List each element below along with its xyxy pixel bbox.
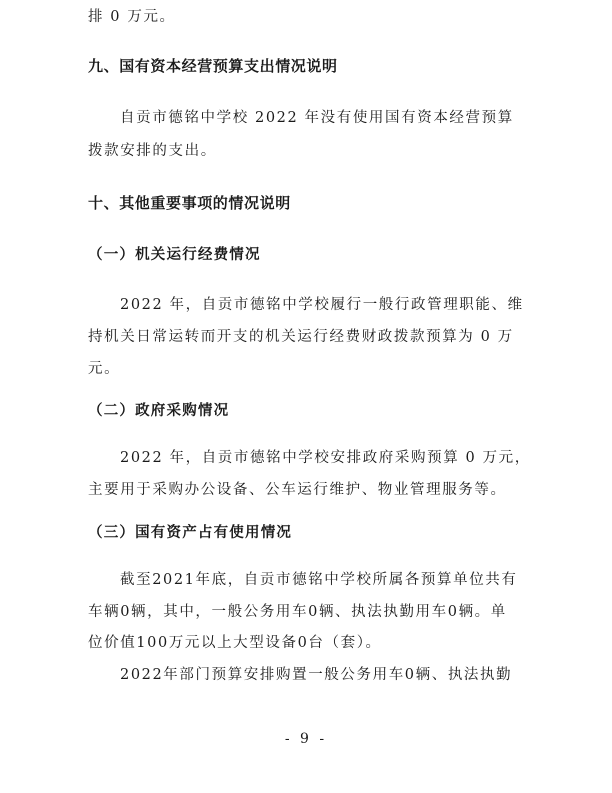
body-text-line: 位价值100万元以上大型设备0台（套）。: [88, 635, 382, 651]
body-text-line: 主要用于采购办公设备、公车运行维护、物业管理服务等。: [88, 482, 507, 498]
body-text-line: 拨款安排的支出。: [88, 143, 217, 159]
subsection-heading-3: （三）国有资产占有使用情况: [88, 525, 293, 541]
subsection-heading-2: （二）政府采购情况: [88, 403, 230, 419]
body-text-line: 车辆0辆，其中，一般公务用车0辆、执法执勤用车0辆。单: [88, 604, 507, 620]
body-text-line: 2022 年，自贡市德铭中学校履行一般行政管理职能、维: [120, 297, 524, 313]
subsection-heading-1: （一）机关运行经费情况: [88, 247, 261, 263]
body-text-line: 元。: [88, 361, 121, 377]
body-text-line: 2022 年，自贡市德铭中学校安排政府采购预算 0 万元，: [120, 450, 531, 466]
body-text-line: 截至2021年底，自贡市德铭中学校所属各预算单位共有: [120, 572, 518, 588]
body-text-line: 自贡市德铭中学校 2022 年没有使用国有资本经营预算: [120, 110, 514, 126]
section-heading-9: 九、国有资本经营预算支出情况说明: [88, 57, 338, 75]
body-text-line: 2022年部门预算安排购置一般公务用车0辆、执法执勤: [120, 667, 513, 683]
body-text-line: 排 0 万元。: [88, 9, 176, 25]
page-number: - 9 -: [284, 731, 328, 747]
body-text-line: 持机关日常运转而开支的机关运行经费财政拨款预算为 0 万: [88, 329, 514, 345]
section-heading-10: 十、其他重要事项的情况说明: [88, 194, 291, 212]
